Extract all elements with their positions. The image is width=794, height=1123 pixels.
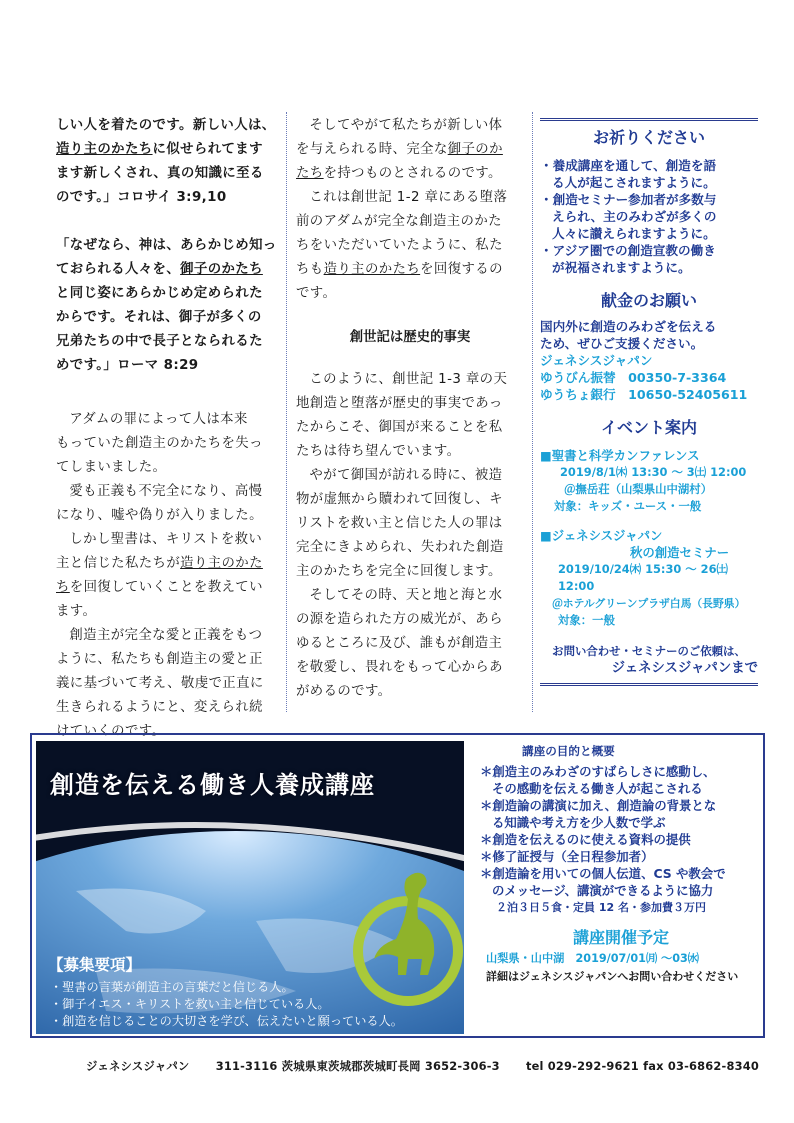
- contact-line-2: ジェネシスジャパンまで: [611, 661, 758, 676]
- event1-title: ■聖書と科学カンファレンス: [540, 448, 700, 463]
- course-title: 創造を伝える働き人養成講座: [50, 771, 375, 799]
- purpose-item-3: ＊創造を伝えるのに使える資料の提供: [480, 832, 691, 847]
- paragraph-love-justice: 愛も正義も不完全になり、高慢 になり、嘘や偽りが入りました。: [56, 484, 263, 523]
- paragraph-kingdom: やがて御国が訪れる時に、被造 物が虚無から贖われて回復し、キ リストを救い主と信じた人の罪は 完全にきよめられ、失われた創造 主のかたちを完全に回復します。: [296, 468, 504, 579]
- section-heading-history: 創世記は歴史的事実: [349, 330, 471, 345]
- event2-subtitle: 秋の創造セミナー: [630, 545, 730, 560]
- purpose-item-1: ＊創造主のみわざのすばらしさに感動し、 その感動を伝える働き人が起こされる: [480, 764, 716, 796]
- paragraph-genesis-1-3: このように、創世記 1-3 章の天 地創造と堕落が歴史的事実であっ たからこそ、御国が来ることを私 たちは待ち望んでいます。: [296, 372, 508, 459]
- prayer-item-1: ・養成講座を通して、創造を語 る人が起こされますように。: [540, 158, 717, 190]
- purpose-item-2: ＊創造論の講演に加え、創造論の背景とな る知識や考え方を少人数で学ぶ: [480, 798, 717, 830]
- footer-contact: [86, 1058, 759, 1074]
- sidebar-top-rule: [540, 118, 758, 121]
- course-details: [480, 743, 762, 984]
- purpose-heading: 講座の目的と概要: [522, 744, 615, 758]
- footer-address: 311-3116 茨城県東茨城郡茨城町長岡 3652-306-3: [215, 1059, 500, 1073]
- postal-account: ゆうびん振替 00350-7-3364: [540, 370, 727, 385]
- donation-heading: 献金のお願い: [600, 291, 697, 310]
- article-column-2: [296, 114, 524, 704]
- paragraph-glory: そしてその時、天と地と海と水 の源を造られた方の威光が、あら ゆるところに及び、誰もが創造主 を敬愛し、畏れをもって心からあ がめるのです。: [296, 588, 503, 699]
- sidebar-info: [540, 118, 758, 686]
- event2-place: ＠ホテルグリーンプラザ白馬（長野県）: [552, 597, 746, 610]
- schedule-contact: 詳細はジェネシスジャパンへお問い合わせください: [486, 970, 739, 983]
- event2-target: 対象：一般: [558, 613, 615, 627]
- paragraph-new-body: そしてやがて私たちが新しい体 を与えられる時、完全な御子のか たちを持つものとされるのです。: [296, 118, 503, 181]
- bank-account: ゆうちょ銀行 10650-52405611: [540, 387, 748, 402]
- column-divider-1: [286, 112, 287, 712]
- footer-phone: tel 029-292-9621 fax 03-6862-8340: [525, 1059, 759, 1073]
- paragraph-creator-love: 創造主が完全な愛と正義をもつ ように、私たちも創造主の愛と正 義に基づいて考え、敬虔で正直に 生きられるようにと、変えられ続 けていくのです。: [56, 628, 264, 739]
- training-course-box: [30, 733, 765, 1038]
- event-heading: イベント案内: [600, 418, 697, 437]
- event1-date: 2019/8/1㈭ 13:30 〜 3㈯ 12:00: [560, 465, 747, 479]
- verse-romans: 「なぜなら、神は、あらかじめ知っ ておられる人々を、御子のかたち と同じ姿にあらかじめ定められた からです。それは、御子が多くの 兄弟たちの中で長子となられるた めです。」ローマ 8:29: [56, 238, 277, 373]
- purpose-item-4: ＊修了証授与（全日程参加者）: [480, 849, 654, 864]
- sidebar-bottom-rule: [540, 683, 758, 686]
- event1-place: ＠撫岳荘（山梨県山中湖村）: [564, 482, 713, 496]
- course-fee: ２泊３日５食・定員 12 名・参加費３万円: [496, 901, 706, 914]
- schedule-line: 山梨県・山中湖 2019/07/01㈪ 〜03㈬: [486, 952, 699, 965]
- recruit-list: ・聖書の言葉が創造主の言葉だと信じる人。 ・御子イエス・キリストを救い主と信じている人。 ・創造を信じることの大切さを学び、伝えたいと願っている人。: [50, 980, 403, 1028]
- donation-name: ジェネシスジャパン: [540, 353, 653, 368]
- event2-date: 2019/10/24㈭ 15:30 〜 26㈯ 12:00: [558, 562, 728, 593]
- prayer-item-3: ・アジア圏での創造宣教の働き が祝福されますように。: [540, 243, 716, 275]
- column-divider-2: [532, 112, 533, 712]
- paragraph-bible-teaches: しかし聖書は、キリストを救い 主と信じた私たちが造り主のかた ちを回復していくことを教えてい ます。: [56, 532, 263, 619]
- footer-org: ジェネシスジャパン: [86, 1059, 190, 1073]
- paragraph-genesis-1-2: これは創世記 1-2 章にある堕落 前のアダムが完全な創造主のかた ちをいただいていたように、私た ちも造り主のかたちを回復するの です。: [296, 190, 508, 301]
- prayer-item-2: ・創造セミナー参加者が多数与 えられ、主のみわざが多くの 人々に讃えられますように。: [540, 192, 717, 241]
- event1-target: 対象：キッズ・ユース・一般: [554, 499, 702, 513]
- earth-banner-image: [36, 741, 464, 1034]
- recruit-heading: 【募集要項】: [48, 956, 142, 974]
- article-column-1: [56, 114, 278, 744]
- contact-line-1: お問い合わせ・セミナーのご依頼は、: [552, 644, 746, 658]
- donation-text: 国内外に創造のみわざを伝える ため、ぜひご支援ください。: [540, 319, 717, 351]
- purpose-item-5: ＊創造論を用いての個人伝道、CS や教会で のメッセージ、講演ができるように協力: [480, 866, 726, 898]
- event2-title: ■ジェネシスジャパン: [540, 528, 663, 543]
- prayer-heading: お祈りください: [592, 128, 705, 147]
- verse-colossians: しい人を着たのです。新しい人は、 造り主のかたちに似せられてます ます新しくされ、真の知識に至る のです。」コロサイ 3:9,10: [56, 118, 276, 205]
- schedule-heading: 講座開催予定: [572, 928, 669, 947]
- paragraph-adam-sin: アダムの罪によって人は本来 もっていた創造主のかたちを失っ てしまいました。: [56, 412, 263, 475]
